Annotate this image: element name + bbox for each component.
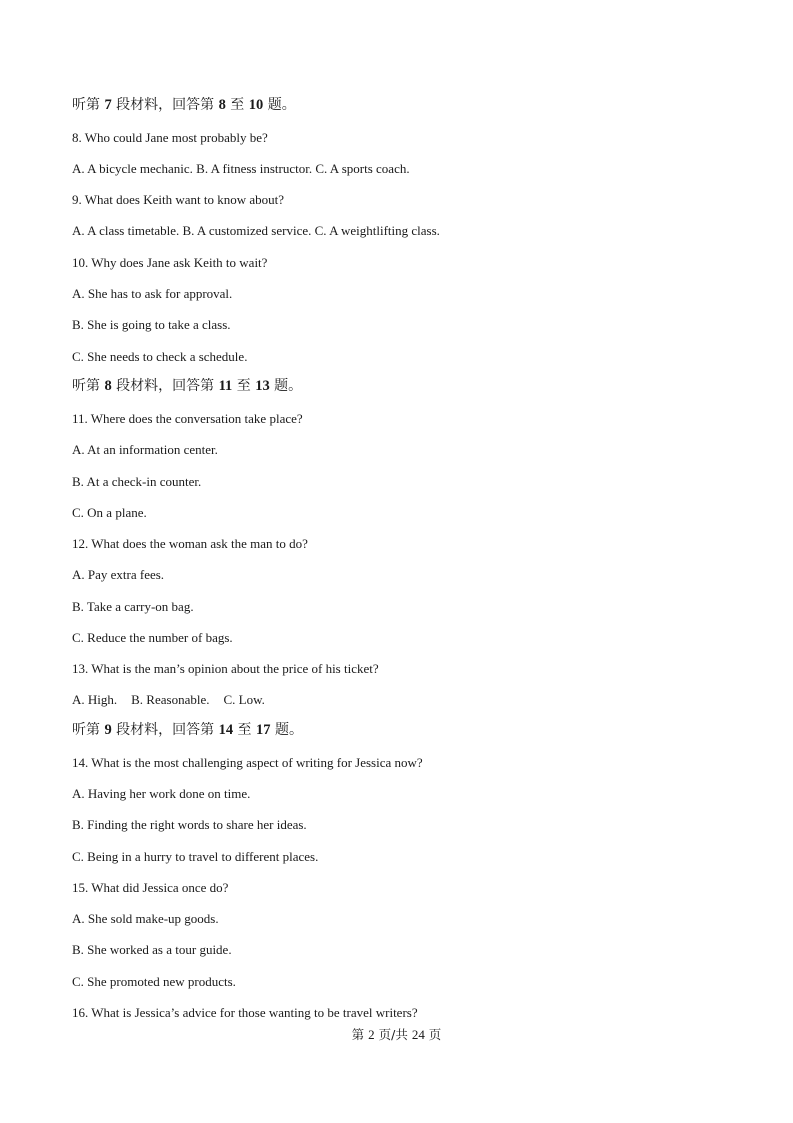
option-10c: C. She needs to check a schedule. bbox=[72, 349, 248, 364]
heading-text: 至 bbox=[225, 97, 249, 113]
question-16: 16. What is Jessica’s advice for those wanting to be travel writers? bbox=[72, 1005, 418, 1020]
heading-text: 题。 bbox=[269, 378, 303, 394]
options-9: A. A class timetable. B. A customized service. C. A weightlifting class. bbox=[72, 223, 440, 238]
option-12a: A. Pay extra fees. bbox=[72, 567, 165, 582]
heading-text: 至 bbox=[232, 378, 256, 394]
question-8: 8. Who could Jane most probably be? bbox=[72, 130, 268, 145]
section-heading-7 bbox=[72, 96, 296, 114]
question-10: 10. Why does Jane ask Keith to wait? bbox=[72, 255, 268, 270]
option-13b: B. Reasonable. bbox=[131, 692, 210, 707]
section-heading-8 bbox=[72, 377, 302, 395]
page-footer bbox=[0, 1027, 793, 1043]
question-14: 14. What is the most challenging aspect of writing for Jessica now? bbox=[72, 755, 423, 770]
heading-number: 13 bbox=[255, 378, 270, 394]
footer-text: 第 bbox=[351, 1027, 369, 1042]
heading-number: 8 bbox=[104, 378, 112, 394]
option-15c: C. She promoted new products. bbox=[72, 974, 236, 989]
page-total: 24 bbox=[411, 1027, 425, 1042]
option-15a: A. She sold make-up goods. bbox=[72, 911, 219, 926]
options-8: A. A bicycle mechanic. B. A fitness instructor. C. A sports coach. bbox=[72, 161, 410, 176]
option-13c: C. Low. bbox=[223, 692, 265, 707]
heading-number: 8 bbox=[218, 97, 226, 113]
option-13a: A. High. bbox=[72, 692, 118, 707]
question-15: 15. What did Jessica once do? bbox=[72, 880, 229, 895]
option-14a: A. Having her work done on time. bbox=[72, 786, 251, 801]
heading-number: 11 bbox=[218, 378, 233, 394]
heading-text: 段材料，回答第 bbox=[111, 722, 219, 738]
heading-number: 14 bbox=[218, 722, 234, 738]
page-number: 2 bbox=[368, 1027, 375, 1042]
option-15b: B. She worked as a tour guide. bbox=[72, 942, 232, 957]
heading-text: 至 bbox=[233, 722, 257, 738]
question-13: 13. What is the man’s opinion about the price of his ticket? bbox=[72, 661, 379, 676]
heading-text: 听第 bbox=[72, 97, 105, 113]
heading-number: 9 bbox=[104, 722, 112, 738]
question-11: 11. Where does the conversation take place? bbox=[72, 411, 303, 426]
footer-text: 页 bbox=[424, 1027, 442, 1042]
heading-number: 10 bbox=[248, 97, 264, 113]
option-11c: C. On a plane. bbox=[72, 505, 147, 520]
heading-number: 17 bbox=[256, 722, 271, 738]
heading-text: 题。 bbox=[263, 97, 296, 113]
question-9: 9. What does Keith want to know about? bbox=[72, 192, 285, 207]
options-13 bbox=[72, 692, 265, 708]
question-12: 12. What does the woman ask the man to do? bbox=[72, 536, 308, 551]
option-14b: B. Finding the right words to share her ideas. bbox=[72, 817, 307, 832]
heading-text: 题。 bbox=[270, 722, 303, 738]
option-10b: B. She is going to take a class. bbox=[72, 317, 231, 332]
option-14c: C. Being in a hurry to travel to different places. bbox=[72, 849, 319, 864]
option-12b: B. Take a carry-on bag. bbox=[72, 599, 194, 614]
footer-text: 页/共 bbox=[374, 1027, 412, 1042]
heading-text: 段材料，回答第 bbox=[111, 97, 219, 113]
option-11b: B. At a check-in counter. bbox=[72, 474, 202, 489]
heading-number: 7 bbox=[104, 97, 112, 113]
option-12c: C. Reduce the number of bags. bbox=[72, 630, 233, 645]
section-heading-9 bbox=[72, 721, 303, 739]
heading-text: 段材料，回答第 bbox=[111, 378, 219, 394]
option-11a: A. At an information center. bbox=[72, 442, 218, 457]
heading-text: 听第 bbox=[72, 722, 105, 738]
heading-text: 听第 bbox=[72, 378, 105, 394]
option-10a: A. She has to ask for approval. bbox=[72, 286, 233, 301]
